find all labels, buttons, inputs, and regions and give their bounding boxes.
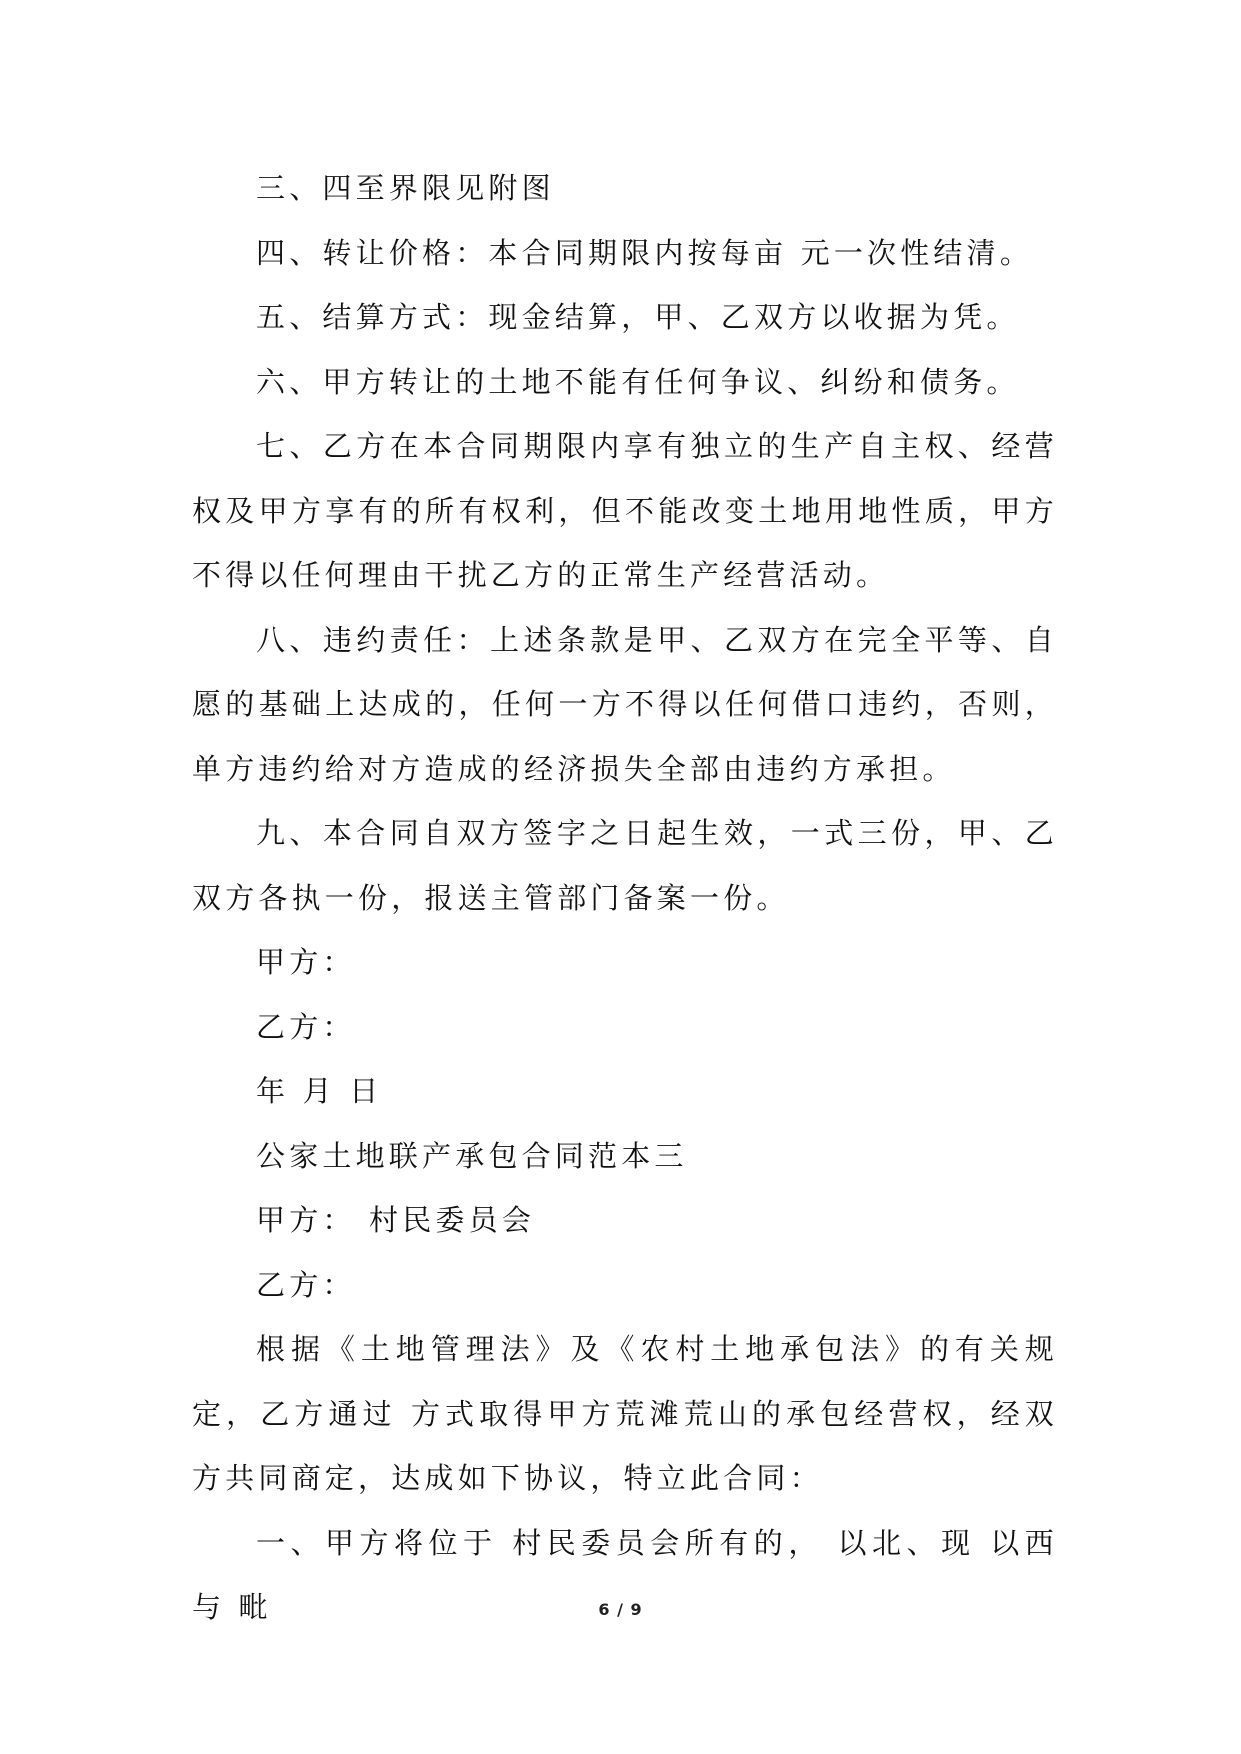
page-number: 6 / 9 xyxy=(598,1600,643,1619)
paragraph-clause-4: 四、转让价格：本合同期限内按每亩 元一次性结清。 xyxy=(256,235,1034,270)
section-heading: 公家土地联产承包合同范本三 xyxy=(256,1138,688,1173)
paragraph-clause-6: 六、甲方转让的土地不能有任何争议、纠纷和债务。 xyxy=(256,364,1020,399)
document-body xyxy=(192,156,1058,1640)
paragraph-clause-3: 三、四至界限见附图 xyxy=(256,171,555,205)
paragraph-clause-7: 七、乙方在本合同期限内享有独立的生产自主权、经营权及甲方享有的所有权利，但不能改变土地用地性质，甲方不得以任何理由干扰乙方的正常生产经营活动。 xyxy=(192,429,1058,592)
party-a-line: 甲方： 村民委员会 xyxy=(256,1203,536,1237)
party-b-line: 乙方： xyxy=(256,1267,356,1302)
signature-party-b: 乙方： xyxy=(256,1009,356,1044)
paragraph-clause-8: 八、违约责任：上述条款是甲、乙双方在完全平等、自愿的基础上达成的，任何一方不得以任何借口违约，否则，单方违约给对方造成的经济损失全部由违约方承担。 xyxy=(192,622,1058,786)
paragraph-preamble: 根据《土地管理法》及《农村土地承包法》的有关规定，乙方通过 方式取得甲方荒滩荒山的承包经营权，经双方共同商定，达成如下协议，特立此合同： xyxy=(192,1332,1058,1495)
paragraph-clause-9: 九、本合同自双方签字之日起生效，一式三份，甲、乙双方各执一份，报送主管部门备案一份。 xyxy=(192,816,1058,915)
paragraph-clause-5: 五、结算方式：现金结算，甲、乙双方以收据为凭。 xyxy=(256,300,1020,334)
signature-party-a: 甲方： xyxy=(256,945,356,979)
signature-date: 年 月 日 xyxy=(256,1074,383,1108)
paragraph-clause-1: 一、甲方将位于 村民委员会所有的， 以北、现 以西与 毗 xyxy=(192,1525,1058,1624)
